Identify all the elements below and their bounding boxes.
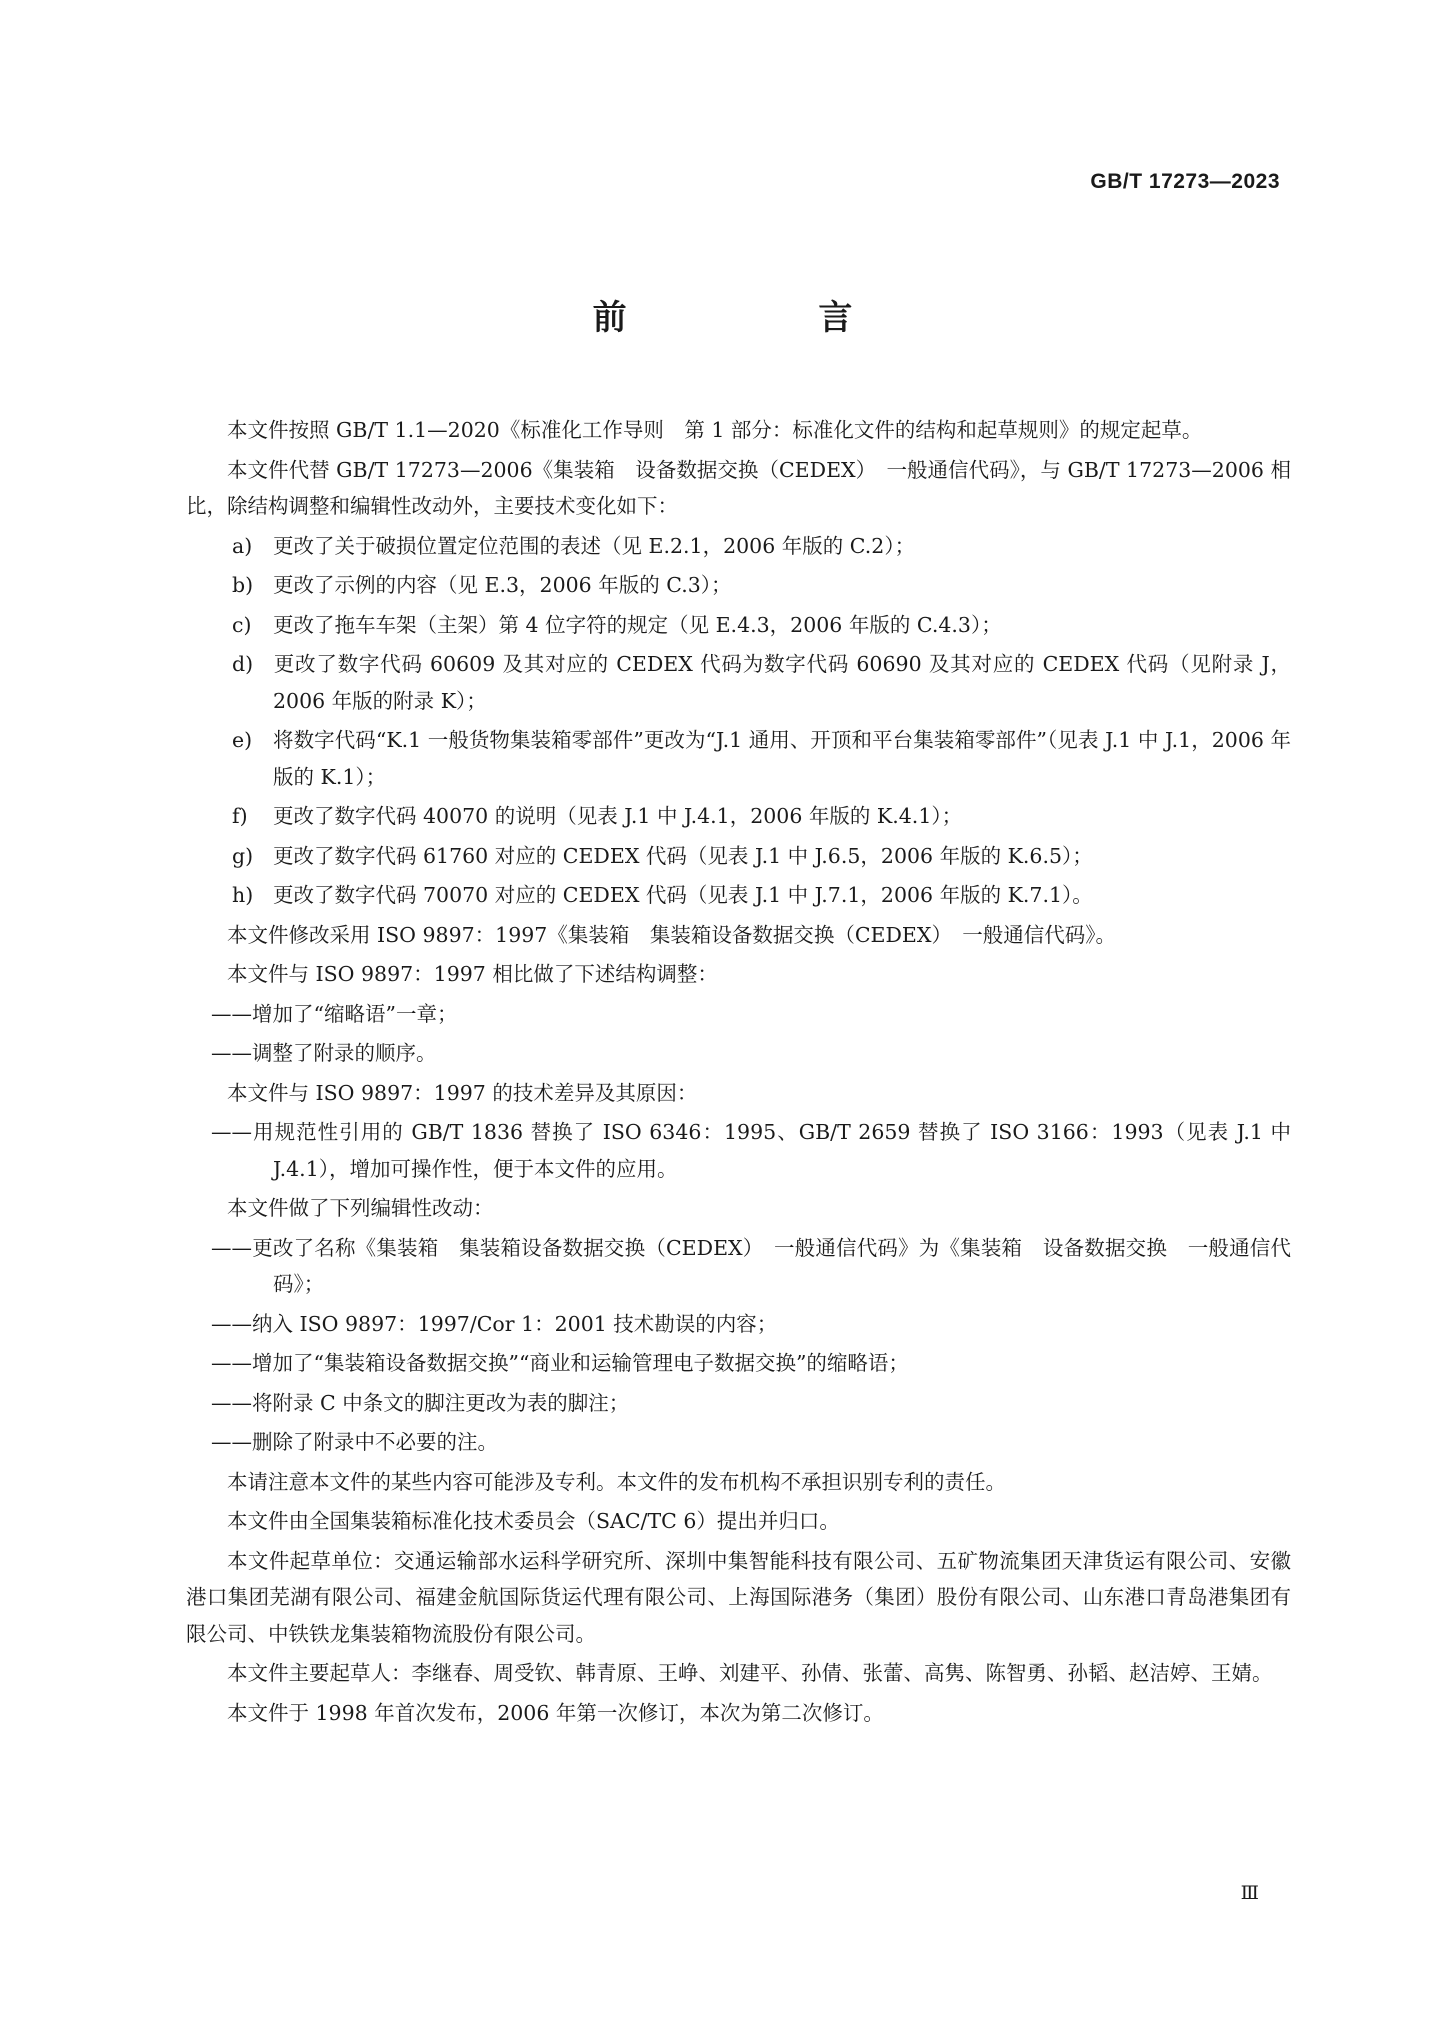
foreword-body <box>186 412 1291 1734</box>
list-item-text: 将数字代码“K.1 一般货物集装箱零部件”更改为“J.1 通用、开顶和平台集装箱零部件”（见表 J.1 中 J.1，2006 年版的 K.1）； <box>273 728 1291 789</box>
list-item-marker: f) <box>232 804 248 828</box>
paragraph: 本文件于 1998 年首次发布，2006 年第一次修订，本次为第二次修订。 <box>227 1700 884 1725</box>
list-item-marker: b) <box>232 573 254 597</box>
paragraph: 本文件修改采用 ISO 9897：1997《集装箱 集装箱设备数据交换（CEDEX） 一般通信代码》。 <box>227 922 1116 947</box>
list-item-text: 更改了数字代码 61760 对应的 CEDEX 代码（见表 J.1 中 J.6.5，2006 年版的 K.6.5）； <box>273 843 1093 868</box>
list-item <box>186 607 1291 644</box>
paragraph: 本文件与 ISO 9897：1997 的技术差异及其原因： <box>227 1080 698 1105</box>
dash-item: ——纳入 ISO 9897：1997/Cor 1：2001 技术勘误的内容； <box>211 1311 778 1336</box>
list-item-marker: e) <box>232 728 253 752</box>
page-title: 前 言 <box>592 298 943 338</box>
paragraph: 本文件与 ISO 9897：1997 相比做了下述结构调整： <box>227 962 718 986</box>
list-item <box>186 722 1291 795</box>
list-item <box>186 646 1291 719</box>
list-item-marker: h) <box>232 883 254 907</box>
paragraph: 本请注意本文件的某些内容可能涉及专利。本文件的发布机构不承担识别专利的责任。 <box>227 1469 1006 1494</box>
list-item-text: 更改了拖车车架（主架）第 4 位字符的规定（见 E.4.3，2006 年版的 C.4.3）； <box>273 612 1002 637</box>
paragraph: 本文件由全国集装箱标准化技术委员会（SAC/TC 6）提出并归口。 <box>227 1509 840 1533</box>
list-item-text: 更改了数字代码 70070 对应的 CEDEX 代码（见表 J.1 中 J.7.1，2006 年版的 K.7.1）。 <box>273 883 1093 907</box>
list-item-marker: d) <box>232 652 254 676</box>
list-item <box>186 838 1291 875</box>
paragraph: 本文件代替 GB/T 17273—2006《集装箱 设备数据交换（CEDEX） 一般通信代码》，与 GB/T 17273—2006 相比，除结构调整和编辑性改动外，主要技术变化如下： <box>186 457 1291 518</box>
dash-item: ——调整了附录的顺序。 <box>211 1041 437 1065</box>
paragraph: 本文件起草单位：交通运输部水运科学研究所、深圳中集智能科技有限公司、五矿物流集团天津货运有限公司、安徽港口集团芜湖有限公司、福建金航国际货运代理有限公司、上海国际港务（集团）股份有限公司、山东港口青岛港集团有限公司、中铁铁龙集装箱物流股份有限公司。 <box>186 1548 1291 1646</box>
dash-item: ——增加了“集装箱设备数据交换”“商业和运输管理电子数据交换”的缩略语； <box>211 1351 909 1375</box>
page-number: Ⅲ <box>1240 1882 1259 1904</box>
list-item-marker: a) <box>232 533 253 558</box>
list-item-text: 更改了数字代码 40070 的说明（见表 J.1 中 J.4.1，2006 年版的 K.4.1）； <box>273 804 963 828</box>
dash-item: ——删除了附录中不必要的注。 <box>211 1430 498 1454</box>
list-item-marker: c) <box>232 612 252 637</box>
list-item-marker: g) <box>232 843 254 868</box>
dash-item: ——更改了名称《集装箱 集装箱设备数据交换（CEDEX） 一般通信代码》为《集装箱 设备数据交换 一般通信代码》； <box>211 1235 1291 1296</box>
list-item <box>186 567 1291 604</box>
dash-item: ——将附录 C 中条文的脚注更改为表的脚注； <box>211 1390 630 1415</box>
list-item <box>186 877 1291 914</box>
paragraph: 本文件做了下列编辑性改动： <box>227 1196 494 1220</box>
dash-item: ——增加了“缩略语”一章； <box>211 1001 458 1026</box>
dash-item: ——用规范性引用的 GB/T 1836 替换了 ISO 6346：1995、GB/T 2659 替换了 ISO 3166：1993（见表 J.1 中 J.4.1），增加可操作性，便于本文件的应用。 <box>211 1120 1291 1181</box>
list-item-text: 更改了示例的内容（见 E.3，2006 年版的 C.3）； <box>273 573 732 597</box>
list-item-text: 更改了数字代码 60609 及其对应的 CEDEX 代码为数字代码 60690 及其对应的 CEDEX 代码（见附录 J，2006 年版的附录 K）； <box>273 652 1291 713</box>
list-item-text: 更改了关于破损位置定位范围的表述（见 E.2.1，2006 年版的 C.2）； <box>273 533 916 558</box>
paragraph: 本文件主要起草人：李继春、周受钦、韩青原、王峥、刘建平、孙倩、张蕾、高隽、陈智勇、孙韬、赵洁婷、王婧。 <box>227 1661 1273 1685</box>
paragraph: 本文件按照 GB/T 1.1—2020《标准化工作导则 第 1 部分：标准化文件的结构和起草规则》的规定起草。 <box>227 418 1203 442</box>
standard-code: GB/T 17273—2023 <box>1090 170 1280 193</box>
list-item <box>186 798 1291 835</box>
list-item <box>186 528 1291 565</box>
